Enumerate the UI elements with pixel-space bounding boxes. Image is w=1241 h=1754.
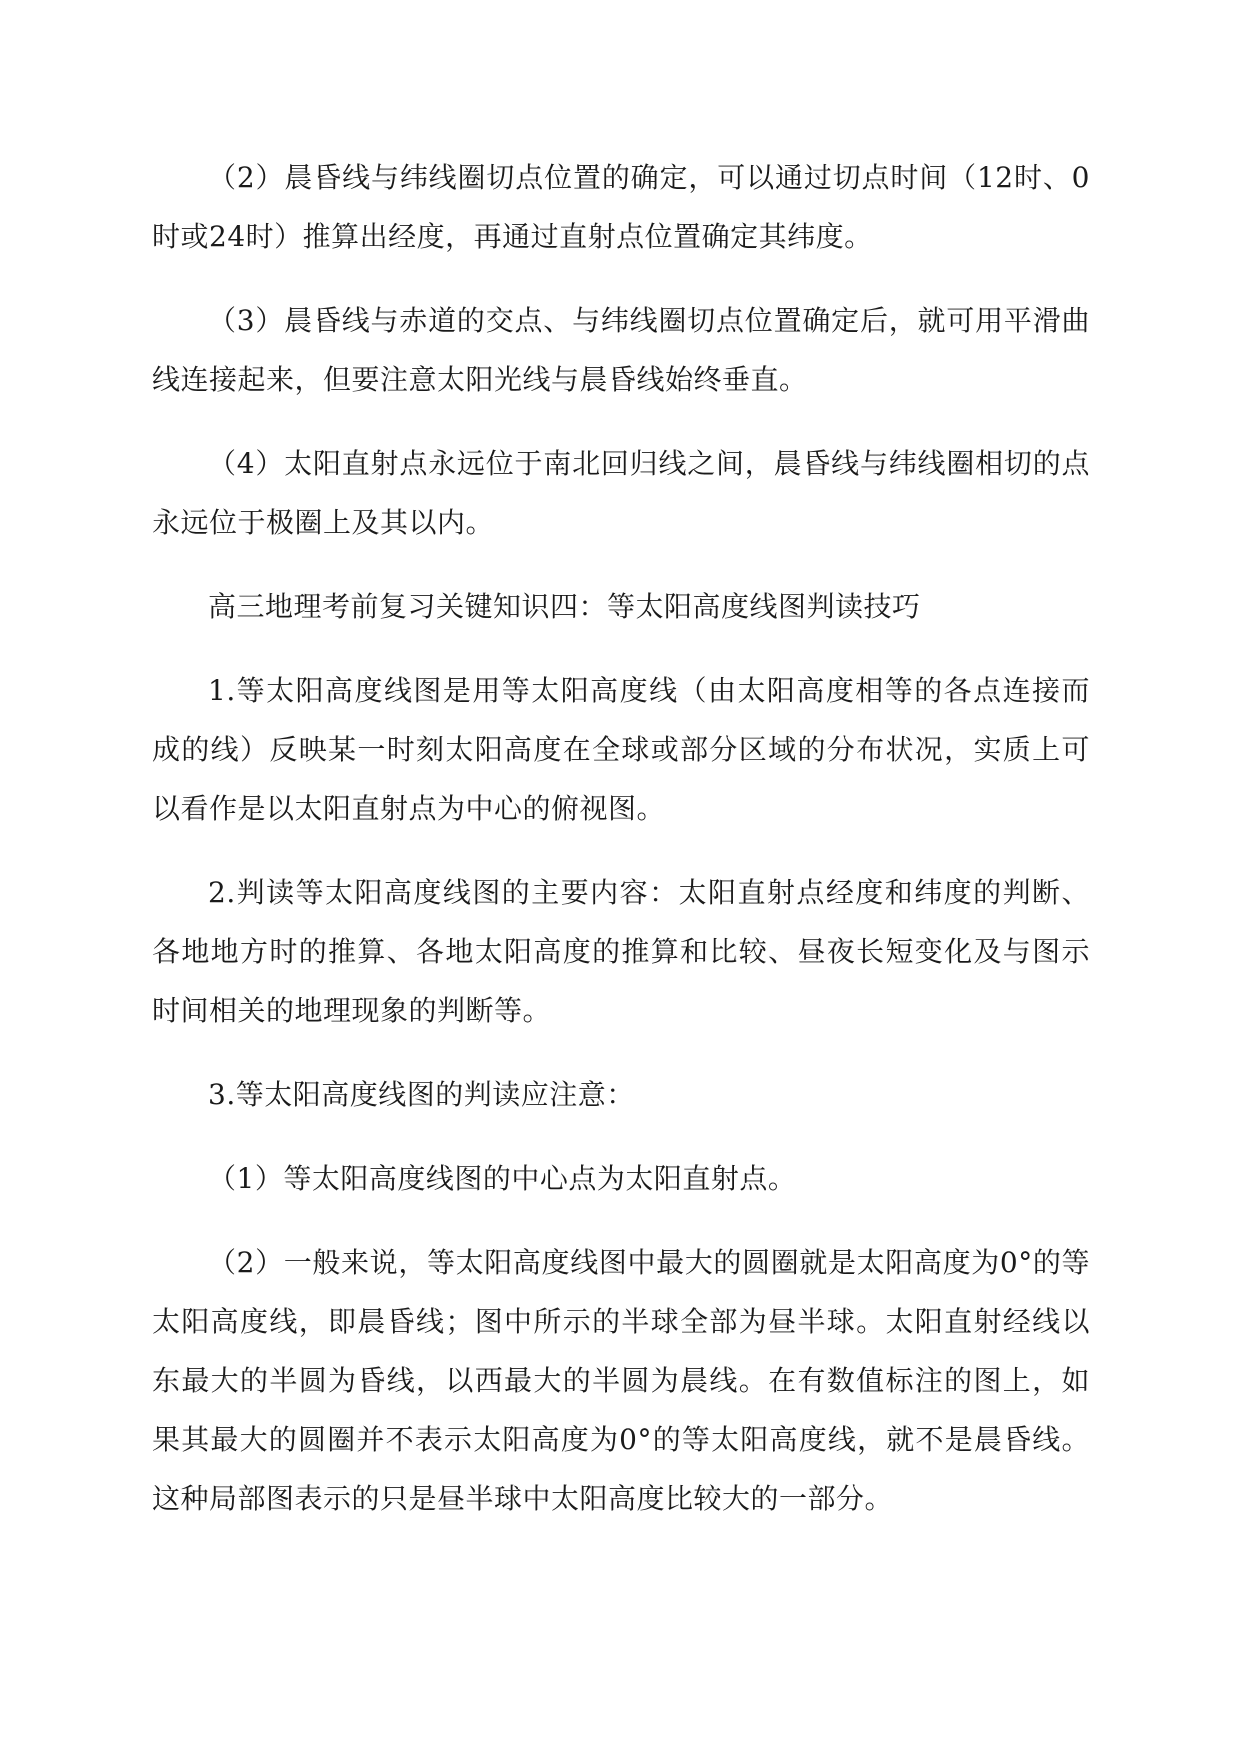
paragraph-note-largest-circle: （2）一般来说，等太阳高度线图中最大的圆圈就是太阳高度为0°的等太阳高度线，即晨昏线；图中所示的半球全部为昼半球。太阳直射经线以东最大的半圆为昏线，以西最大的半圆为晨线。在有数值标注的图上，如果其最大的圆圈并不表示太阳高度为0°的等太阳高度线，就不是晨昏线。这种局部图表示的只是昼半球中太阳高度比较大的一部分。 xyxy=(152,1246,1090,1515)
paragraph-subsolar-range: （4）太阳直射点永远位于南北回归线之间，晨昏线与纬线圈相切的点永远位于极圈上及其以内。 xyxy=(152,447,1090,539)
section-heading: 高三地理考前复习关键知识四：等太阳高度线图判读技巧 xyxy=(208,590,921,623)
document-body xyxy=(152,148,1090,1553)
paragraph-smooth-curve: （3）晨昏线与赤道的交点、与纬线圈切点位置确定后，就可用平滑曲线连接起来，但要注意太阳光线与晨昏线始终垂直。 xyxy=(152,304,1090,396)
paragraph-tangent-point: （2）晨昏线与纬线圈切点位置的确定，可以通过切点时间（12时、0时或24时）推算出经度，再通过直射点位置确定其纬度。 xyxy=(152,161,1090,253)
paragraph-notes-intro: 3.等太阳高度线图的判读应注意： xyxy=(208,1078,635,1111)
paragraph-note-center: （1）等太阳高度线图的中心点为太阳直射点。 xyxy=(208,1162,797,1195)
paragraph-main-content: 2.判读等太阳高度线图的主要内容：太阳直射点经度和纬度的判断、各地地方时的推算、各地太阳高度的推算和比较、昼夜长短变化及与图示时间相关的地理现象的判断等。 xyxy=(152,876,1090,1027)
paragraph-definition: 1.等太阳高度线图是用等太阳高度线（由太阳高度相等的各点连接而成的线）反映某一时刻太阳高度在全球或部分区域的分布状况，实质上可以看作是以太阳直射点为中心的俯视图。 xyxy=(152,674,1090,825)
